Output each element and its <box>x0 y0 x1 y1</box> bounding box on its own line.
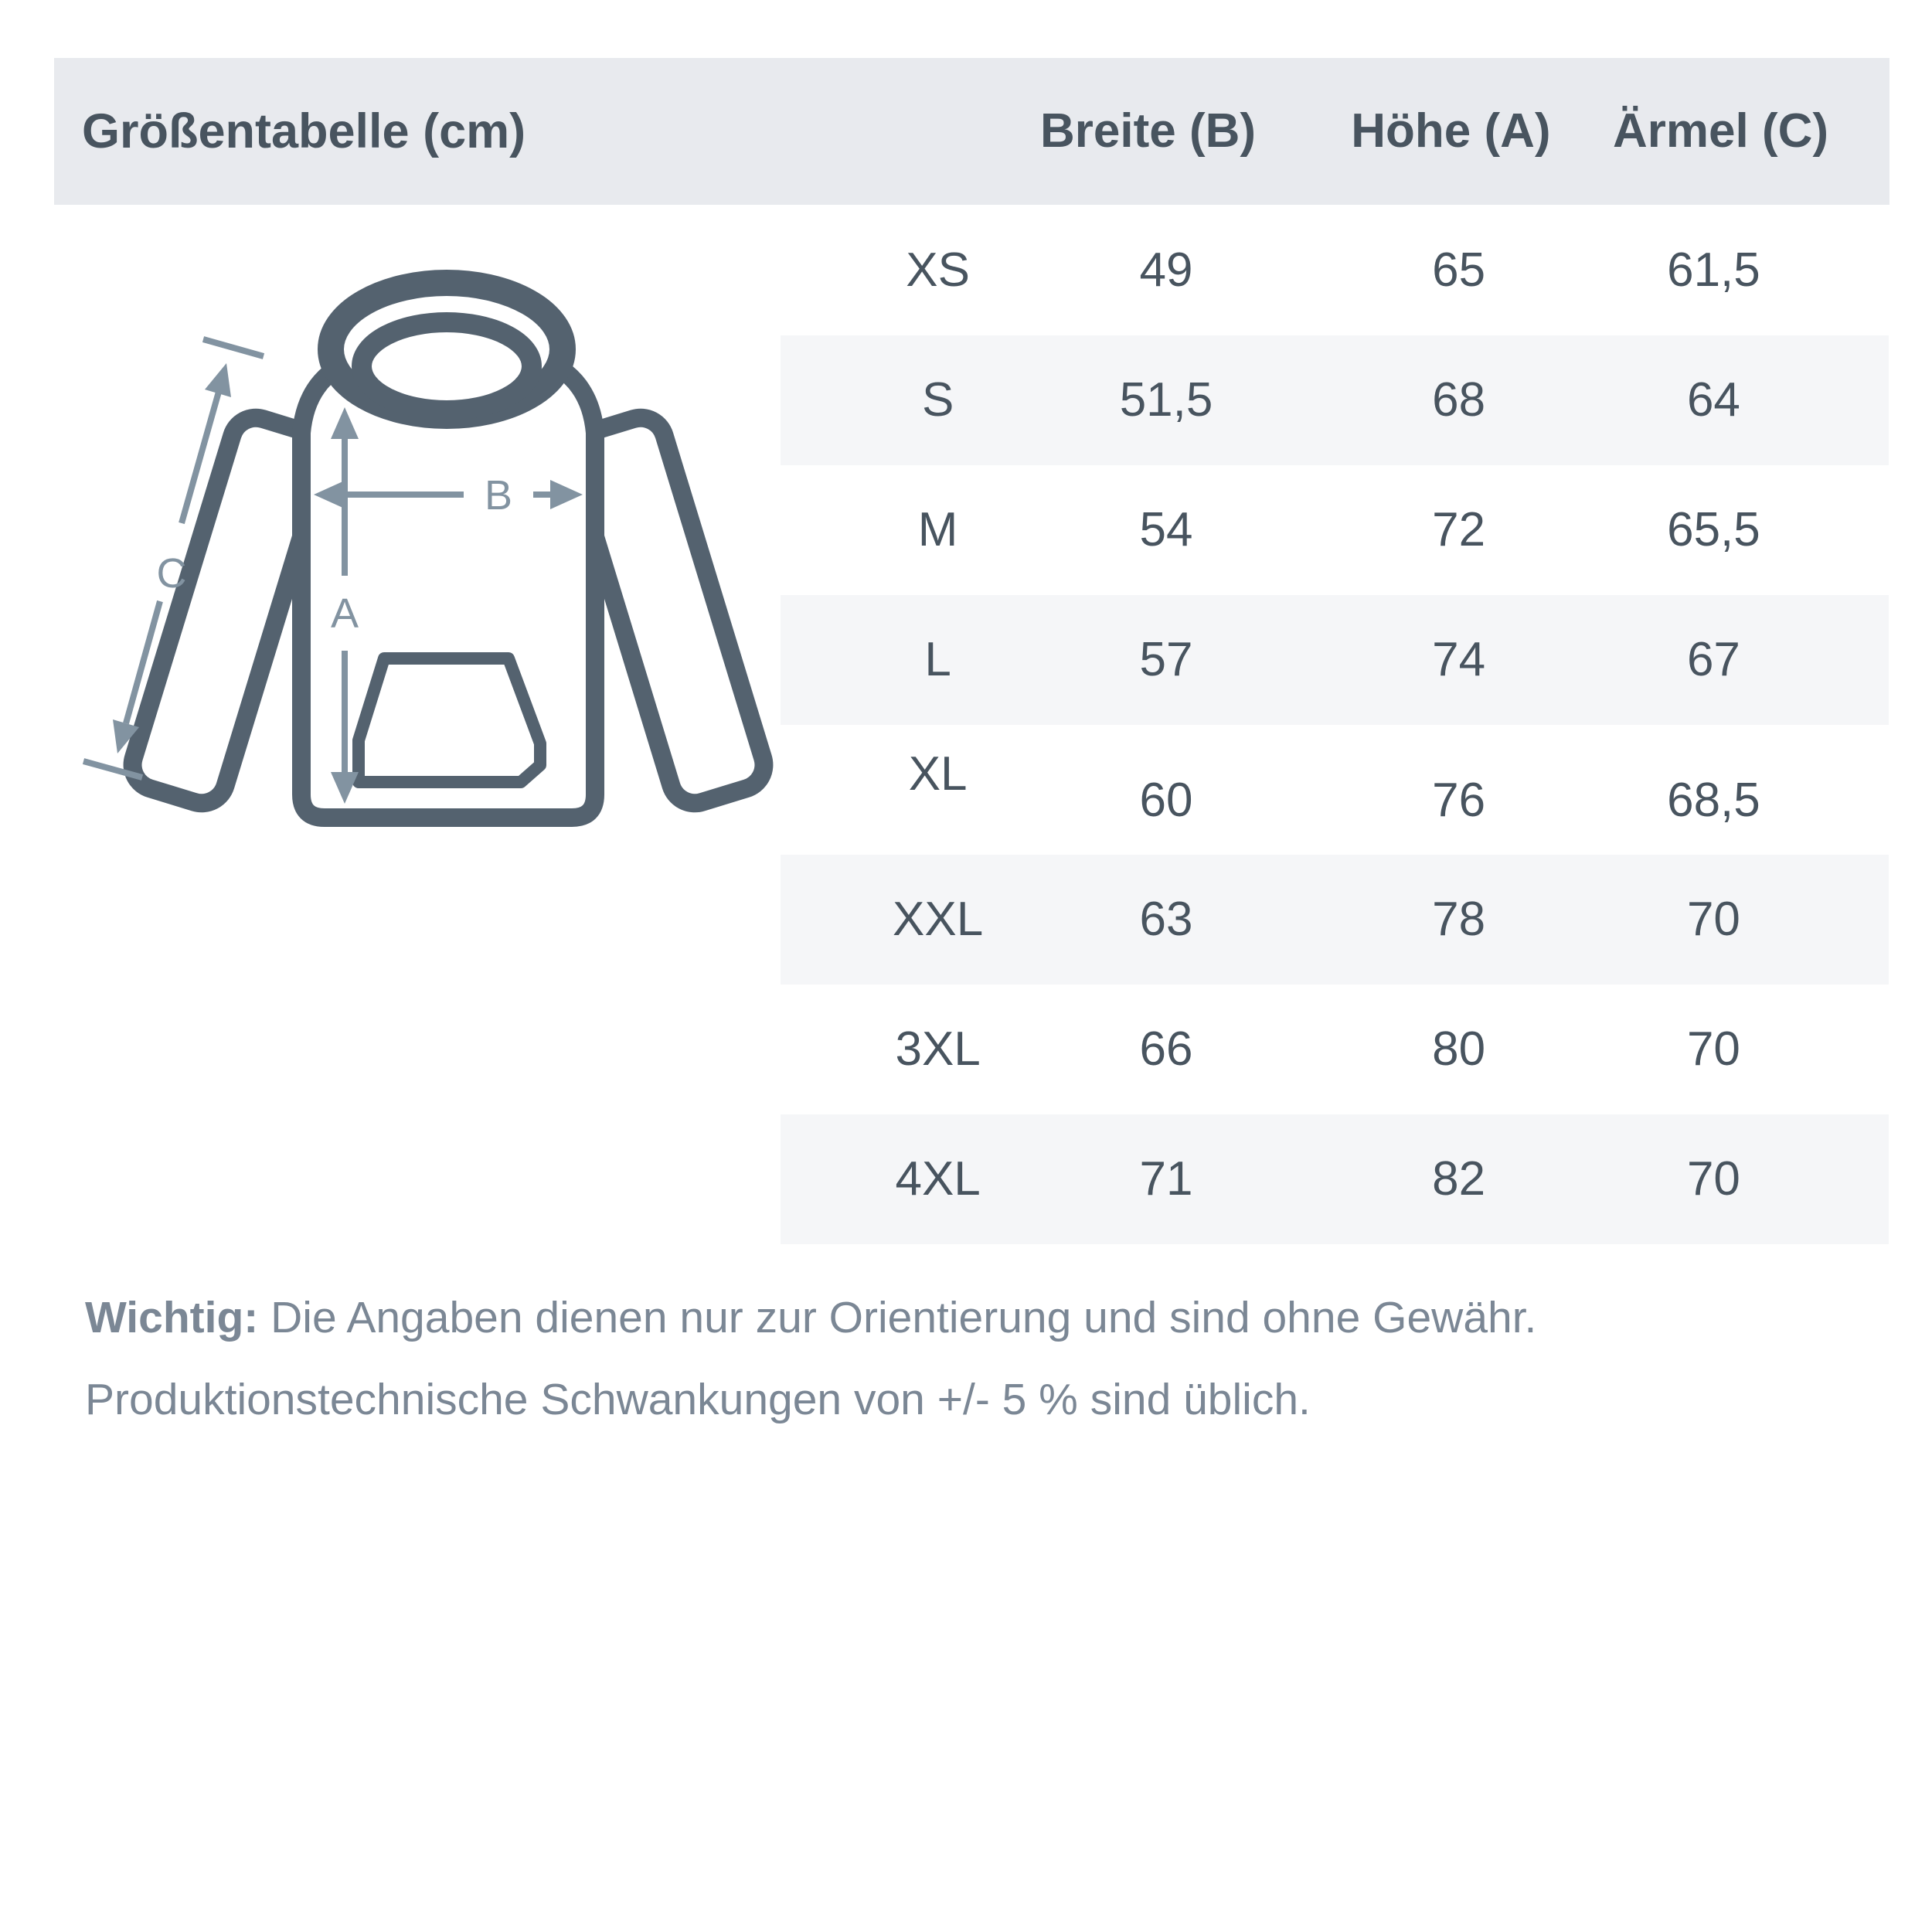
column-header-breite: Breite (B) <box>1039 104 1257 158</box>
breite-cell: 71 <box>1139 1152 1193 1206</box>
hoodie-measurement-diagram <box>0 0 781 927</box>
breite-cell: 66 <box>1139 1022 1193 1076</box>
size-cell: XXL <box>893 893 984 946</box>
aermel-cell: 64 <box>1686 373 1740 427</box>
size-cell: L <box>924 633 951 686</box>
hoehe-cell: 72 <box>1432 503 1486 556</box>
table-row-xxl <box>781 855 1889 985</box>
dimension-label-c: C <box>156 550 187 597</box>
note-line-1 <box>85 1277 1862 1359</box>
hood-inner-ring <box>362 322 532 410</box>
aermel-cell: 70 <box>1686 893 1740 946</box>
breite-cell: 54 <box>1139 503 1193 556</box>
hoehe-cell: 76 <box>1432 774 1486 827</box>
hoodie-pocket <box>359 658 540 782</box>
dimension-label-a: A <box>330 590 359 637</box>
table-row-s <box>781 335 1889 465</box>
size-cell: 4XL <box>895 1152 981 1206</box>
size-cell: XL <box>908 747 968 801</box>
column-header-aermel: Ärmel (C) <box>1612 104 1829 158</box>
aermel-cell: 70 <box>1686 1152 1740 1206</box>
size-table <box>781 206 1889 1244</box>
size-cell: S <box>921 373 954 427</box>
aermel-cell: 70 <box>1686 1022 1740 1076</box>
breite-cell: 60 <box>1139 774 1193 827</box>
table-row-xs <box>781 206 1889 335</box>
aermel-cell: 67 <box>1686 633 1740 686</box>
breite-cell: 51,5 <box>1119 373 1213 427</box>
hoehe-cell: 80 <box>1432 1022 1486 1076</box>
aermel-cell: 65,5 <box>1667 503 1760 556</box>
size-cell: XS <box>906 243 970 297</box>
breite-cell: 57 <box>1139 633 1193 686</box>
aermel-cell: 61,5 <box>1667 243 1760 297</box>
aermel-cell: 68,5 <box>1667 774 1760 827</box>
size-cell: 3XL <box>895 1022 981 1076</box>
hoehe-cell: 65 <box>1432 243 1486 297</box>
dimension-label-b: B <box>484 472 513 519</box>
size-cell: M <box>917 503 958 556</box>
table-row-3xl <box>781 985 1889 1114</box>
column-header-hoehe: Höhe (A) <box>1351 104 1551 158</box>
hoehe-cell: 82 <box>1432 1152 1486 1206</box>
hoehe-cell: 74 <box>1432 633 1486 686</box>
hoehe-cell: 68 <box>1432 373 1486 427</box>
note-line-1-text: Die Angaben dienen nur zur Orientierung und sind ohne Gewähr. <box>258 1293 1537 1342</box>
table-row-4xl <box>781 1114 1889 1244</box>
table-row-m <box>781 465 1889 595</box>
note-line-2: Produktionstechnische Schwankungen von +/- 5 % sind üblich. <box>85 1375 1311 1424</box>
breite-cell: 49 <box>1139 243 1193 297</box>
disclaimer-note <box>85 1277 1862 1440</box>
hoehe-cell: 78 <box>1432 893 1486 946</box>
page-title: Größentabelle (cm) <box>82 104 526 158</box>
note-important-label: Wichtig: <box>85 1293 259 1342</box>
breite-cell: 63 <box>1139 893 1193 946</box>
table-row-l <box>781 595 1889 725</box>
table-row-xl <box>781 725 1889 855</box>
